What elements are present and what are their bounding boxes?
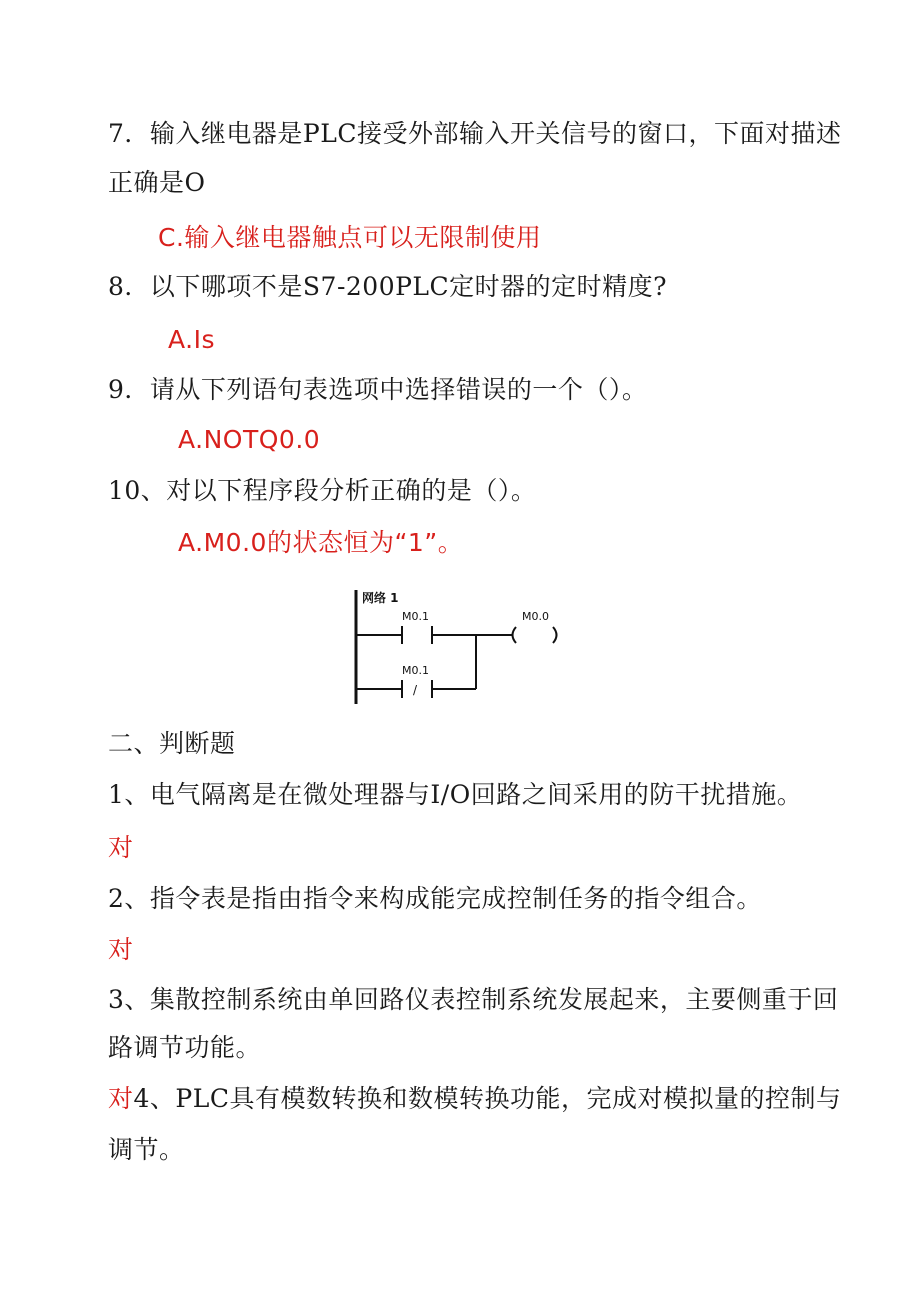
answer-10: A.M0.0的状态恒为“1”。 — [178, 528, 464, 557]
ladder-diagram — [350, 586, 572, 708]
judge-3-line1: 3、集散控制系统由单回路仪表控制系统发展起来，主要侧重于回 — [108, 985, 839, 1014]
judge-2-answer: 对 — [108, 935, 134, 964]
judge-4-line1 — [108, 1082, 841, 1116]
question-7-line2: 正确是O — [108, 168, 206, 197]
judge-1: 1、电气隔离是在微处理器与I/O回路之间采用的防干扰措施。 — [108, 780, 803, 809]
question-9: 9．请从下列语句表选项中选择错误的一个（）。 — [108, 375, 648, 404]
question-10: 10、对以下程序段分析正确的是（）。 — [108, 476, 537, 505]
question-8: 8．以下哪项不是S7-200PLC定时器的定时精度? — [108, 272, 668, 301]
answer-8: A.Is — [168, 325, 216, 354]
judge-1-answer: 对 — [108, 833, 134, 862]
coil-left-arc — [513, 627, 517, 643]
contact2-label: M0.1 — [402, 664, 429, 677]
judge-3-answer: 对 — [108, 1084, 134, 1113]
section2-heading: 二、判断题 — [108, 729, 236, 758]
judge-2: 2、指令表是指由指令来构成能完成控制任务的指令组合。 — [108, 884, 762, 913]
question-7-line1: 7．输入继电器是PLC接受外部输入开关信号的窗口，下面对描述 — [108, 119, 842, 148]
answer-7: C.输入继电器触点可以无限制使用 — [158, 223, 542, 252]
answer-9: A.NOTQ0.0 — [178, 425, 321, 454]
contact2-symbol: / — [413, 683, 418, 697]
judge-4-text: 4、PLC具有模数转换和数模转换功能，完成对模拟量的控制与 — [133, 1084, 842, 1113]
coil-label: M0.0 — [522, 610, 549, 623]
coil-right-arc — [553, 627, 557, 643]
diagram-title: 网络 1 — [362, 591, 399, 605]
judge-3-line2: 路调节功能。 — [108, 1033, 262, 1062]
contact1-label: M0.1 — [402, 610, 429, 623]
judge-4-line2: 调节。 — [108, 1135, 185, 1164]
